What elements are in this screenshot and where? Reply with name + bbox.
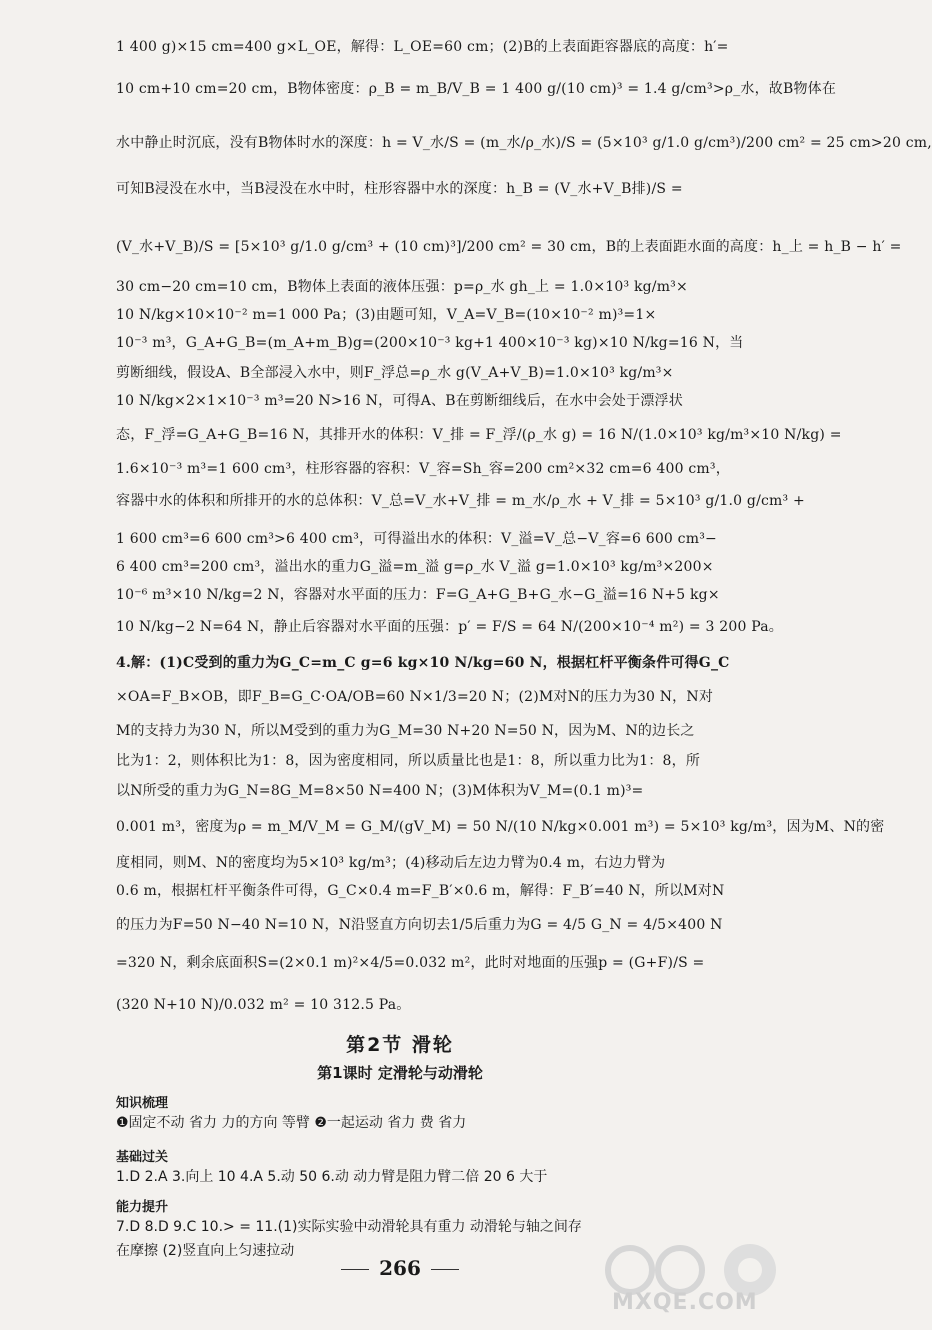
heading-basic: 基础过关 xyxy=(116,1150,169,1165)
answer-line: 1.D 2.A 3.向上 10 4.A 5.动 50 6.动 动力臂是阻力臂二倍 20 6 大于 xyxy=(116,1169,548,1185)
text-line: 10 cm+10 cm=20 cm，B物体密度：ρ_B = m_B/V_B = 1 400 g/(10 cm)³ = 1.4 g/cm³>ρ_水，故B物体在 xyxy=(116,81,837,97)
text-line: M的支持力为30 N，所以M受到的重力为G_M=30 N+20 N=50 N，因为M、N的边长之 xyxy=(116,723,695,739)
answer-line: 7.D 8.D 9.C 10.> = 11.(1)实际实验中动滑轮具有重力 动滑轮与轴之间存 xyxy=(116,1219,582,1235)
text-line: 以N所受的重力为G_N=8G_M=8×50 N=400 N；(3)M体积为V_M=(0.1 m)³= xyxy=(116,783,644,799)
text-line: ×OA=F_B×OB，即F_B=G_C·OA/OB=60 N×1/3=20 N；(2)M对N的压力为30 N，N对 xyxy=(116,689,714,705)
text-line: 0.6 m，根据杠杆平衡条件可得，G_C×0.4 m=F_B′×0.6 m，解得：F_B′=40 N，所以M对N xyxy=(116,883,725,899)
text-line: 6 400 cm³=200 cm³，溢出水的重力G_溢=m_溢 g=ρ_水 V_溢 g=1.0×10³ kg/m³×200× xyxy=(116,559,714,575)
text-line: 4.解：(1)C受到的重力为G_C=m_C g=6 kg×10 N/kg=60 N，根据杠杆平衡条件可得G_C xyxy=(116,655,730,671)
text-line: 1.6×10⁻³ m³=1 600 cm³，柱形容器的容积：V_容=Sh_容=200 cm²×32 cm=6 400 cm³， xyxy=(116,461,730,477)
heading-knowledge: 知识梳理 xyxy=(116,1096,169,1111)
text-line: 1 600 cm³=6 600 cm³>6 400 cm³，可得溢出水的体积：V_溢=V_总−V_容=6 600 cm³− xyxy=(116,531,717,547)
watermark-text: MXQE.COM xyxy=(612,1290,758,1315)
text-line: =320 N，剩余底面积S=(2×0.1 m)²×4/5=0.032 m²，此时对地面的压强p = (G+F)/S = xyxy=(116,955,705,971)
text-line: 态，F_浮=G_A+G_B=16 N，其排开水的体积：V_排 = F_浮/(ρ_水 g) = 16 N/(1.0×10³ kg/m³×10 N/kg) = xyxy=(116,427,842,443)
answer-line: 在摩擦 (2)竖直向上匀速拉动 xyxy=(116,1243,295,1259)
text-line: 度相同，则M、N的密度均为5×10³ kg/m³；(4)移动后左边力臂为0.4 m，右边力臂为 xyxy=(116,855,666,871)
text-line: 10⁻³ m³，G_A+G_B=(m_A+m_B)g=(200×10⁻³ kg+1 400×10⁻³ kg)×10 N/kg=16 N，当 xyxy=(116,335,744,351)
text-line: (V_水+V_B)/S = [5×10³ g/1.0 g/cm³ + (10 cm)³]/200 cm² = 30 cm，B的上表面距水面的高度：h_上 = h_B − h′ = xyxy=(116,239,902,255)
text-line: 10 N/kg×10×10⁻² m=1 000 Pa；(3)由题可知，V_A=V_B=(10×10⁻² m)³=1× xyxy=(116,307,657,323)
text-line: 容器中水的体积和所排开的水的总体积：V_总=V_水+V_排 = m_水/ρ_水 + V_排 = 5×10³ g/1.0 g/cm³ + xyxy=(116,493,805,509)
text-line: 10 N/kg×2×1×10⁻³ m³=20 N>16 N，可得A、B在剪断细线后，在水中会处于漂浮状 xyxy=(116,393,683,409)
heading-improve: 能力提升 xyxy=(116,1200,169,1215)
section-title: 第2节 滑轮 xyxy=(346,1034,454,1056)
text-line: 水中静止时沉底，没有B物体时水的深度：h = V_水/S = (m_水/ρ_水)/S = (5×10³ g/1.0 g/cm³)/200 cm² = 25 cm>20 cm, xyxy=(116,135,932,151)
answer-line: ❶固定不动 省力 力的方向 等臂 ❷一起运动 省力 费 省力 xyxy=(116,1115,467,1131)
text-line: 比为1：2，则体积比为1：8，因为密度相同，所以质量比也是1：8，所以重力比为1：8，所 xyxy=(116,753,701,769)
text-line: 30 cm−20 cm=10 cm，B物体上表面的液体压强：p=ρ_水 gh_上 = 1.0×10³ kg/m³× xyxy=(116,279,688,295)
text-line: 可知B浸没在水中，当B浸没在水中时，柱形容器中水的深度：h_B = (V_水+V_B排)/S = xyxy=(116,181,683,197)
text-line: 的压力为F=50 N−40 N=10 N，N沿竖直方向切去1/5后重力为G = 4/5 G_N = 4/5×400 N xyxy=(116,917,723,933)
text-line: 1 400 g)×15 cm=400 g×L_OE，解得：L_OE=60 cm；(2)B的上表面距容器底的高度：h′= xyxy=(116,39,729,55)
text-line: 10⁻⁶ m³×10 N/kg=2 N，容器对水平面的压力：F=G_A+G_B+G_水−G_溢=16 N+5 kg× xyxy=(116,587,720,603)
page-number: 266 xyxy=(0,1256,800,1280)
text-line: 10 N/kg−2 N=64 N，静止后容器对水平面的压强：p′ = F/S = 64 N/(200×10⁻⁴ m²) = 3 200 Pa。 xyxy=(116,619,783,635)
lesson-subtitle: 第1课时 定滑轮与动滑轮 xyxy=(317,1064,483,1082)
text-line: (320 N+10 N)/0.032 m² = 10 312.5 Pa。 xyxy=(116,997,411,1013)
text-line: 0.001 m³，密度为ρ = m_M/V_M = G_M/(gV_M) = 50 N/(10 N/kg×0.001 m³) = 5×10³ kg/m³，因为M、N的密 xyxy=(116,819,885,835)
text-line: 剪断细线，假设A、B全部浸入水中，则F_浮总=ρ_水 g(V_A+V_B)=1.0×10³ kg/m³× xyxy=(116,365,674,381)
